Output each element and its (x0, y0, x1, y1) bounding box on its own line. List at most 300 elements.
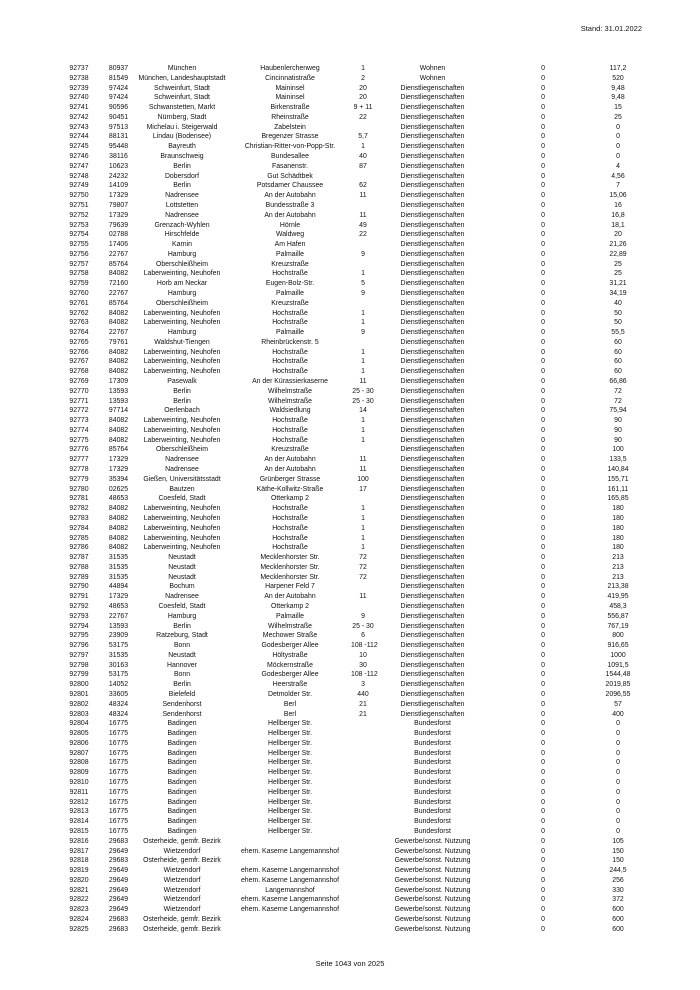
cell-wert1: 0 (541, 642, 545, 650)
table-row (56, 719, 640, 729)
cell-strasse: Hochstraße (272, 505, 308, 513)
cell-nutzung: Bundesforst (414, 818, 451, 826)
cell-nutzung: Dienstliegenschaften (400, 133, 465, 141)
table-row (56, 172, 640, 182)
cell-hausnummer (351, 905, 375, 915)
cell-id: 92816 (69, 837, 89, 845)
cell-wert2: 213,38 (607, 583, 629, 591)
cell-plz: 17329 (108, 211, 129, 219)
cell-id: 92787 (69, 554, 89, 562)
cell-wert1: 0 (541, 671, 545, 679)
table-row (56, 778, 640, 788)
cell-strasse: Hellberger Str. (267, 827, 313, 835)
table-row (56, 856, 640, 866)
cell-ort: Osterheide, gemfr. Bezirk (143, 837, 221, 845)
cell-wert2: 0 (616, 133, 620, 141)
cell-plz: 16775 (108, 818, 129, 826)
table-row (56, 582, 640, 592)
cell-id: 92800 (69, 681, 89, 689)
table-row (56, 543, 640, 553)
cell-hausnummer: 20 (359, 84, 367, 92)
cell-ort: Badingen (167, 749, 197, 757)
table-row (56, 328, 640, 338)
table-row (56, 269, 640, 279)
cell-wert2: 105 (612, 837, 624, 845)
cell-id: 92795 (69, 632, 89, 640)
cell-ort: Bonn (173, 642, 191, 650)
cell-ort: Berlin (173, 182, 191, 190)
cell-strasse: Maininsel (275, 84, 305, 92)
cell-hausnummer (351, 866, 375, 876)
cell-nutzung: Gewerbe/sonst. Nutzung (394, 915, 471, 923)
cell-hausnummer (351, 260, 375, 270)
cell-hausnummer (351, 299, 375, 309)
cell-hausnummer (351, 837, 375, 847)
cell-wert1: 0 (541, 446, 545, 454)
cell-id: 92792 (69, 602, 89, 610)
table-row (56, 622, 640, 632)
cell-plz: 22767 (108, 250, 129, 258)
cell-strasse: Hochstraße (272, 417, 308, 425)
cell-plz: 16775 (108, 798, 129, 806)
cell-wert2: 34,19 (609, 289, 627, 297)
cell-wert2: 90 (614, 417, 622, 425)
cell-id: 92738 (69, 74, 89, 82)
cell-strasse: An der Autobahn (264, 466, 316, 474)
cell-strasse: Harpener Feld 7 (265, 583, 315, 591)
cell-id: 92771 (69, 397, 89, 405)
table-row (56, 240, 640, 250)
cell-hausnummer (351, 778, 375, 788)
cell-id: 92813 (69, 808, 89, 816)
cell-nutzung: Dienstliegenschaften (400, 260, 465, 268)
table-row (56, 201, 640, 211)
cell-wert2: 0 (616, 808, 620, 816)
cell-ort: Badingen (167, 779, 197, 787)
cell-id: 92781 (69, 495, 89, 503)
cell-ort: Lottstetten (165, 201, 199, 209)
cell-wert1: 0 (541, 260, 545, 268)
cell-nutzung: Dienstliegenschaften (400, 358, 465, 366)
cell-id: 92776 (69, 446, 89, 454)
cell-wert2: 916,65 (607, 642, 629, 650)
cell-hausnummer (351, 729, 375, 739)
cell-hausnummer: 22 (359, 113, 367, 121)
table-row (56, 915, 640, 925)
cell-strasse: Bundesstraße 3 (265, 201, 315, 209)
cell-nutzung: Dienstliegenschaften (400, 456, 465, 464)
cell-ort: Schweinfurt, Stadt (154, 84, 210, 92)
cell-hausnummer: 25 - 30 (352, 387, 374, 395)
cell-wert2: 133,5 (609, 456, 627, 464)
cell-strasse: Mecklenhorster Str. (260, 554, 320, 562)
cell-ort: Oerlenbach (164, 407, 200, 415)
table-row (56, 798, 640, 808)
cell-id: 92825 (69, 925, 89, 933)
cell-wert1: 0 (541, 153, 545, 161)
cell-nutzung: Dienstliegenschaften (400, 710, 465, 718)
cell-ort: München (167, 65, 197, 72)
cell-wert1: 0 (541, 280, 545, 288)
table-row (56, 788, 640, 798)
cell-wert2: 50 (614, 319, 622, 327)
cell-ort: Nadrensee (165, 593, 199, 601)
cell-plz: 30163 (108, 661, 129, 669)
cell-strasse: ehem. Kaserne Langemannshof (240, 867, 340, 875)
cell-wert1: 0 (541, 779, 545, 787)
cell-strasse: Hellberger Str. (267, 818, 313, 826)
cell-wert2: 25 (614, 270, 622, 278)
cell-wert1: 0 (541, 348, 545, 356)
cell-nutzung: Dienstliegenschaften (400, 514, 465, 522)
table-row (56, 886, 640, 896)
cell-ort: Nadrensee (165, 456, 199, 464)
cell-plz: 16775 (108, 759, 129, 767)
cell-wert2: 400 (612, 710, 624, 718)
cell-strasse: ehem. Kaserne Langemannshof (240, 876, 340, 884)
cell-nutzung: Dienstliegenschaften (400, 84, 465, 92)
cell-hausnummer: 1 (361, 309, 365, 317)
cell-strasse: Käthe-Kollwitz-Straße (256, 485, 324, 493)
cell-strasse: An der Autobahn (264, 192, 316, 200)
cell-strasse: Rheinstraße (271, 113, 309, 121)
cell-wert2: 0 (616, 739, 620, 747)
cell-wert1: 0 (541, 289, 545, 297)
cell-ort: Sendenhorst (162, 700, 202, 708)
cell-plz: 53175 (108, 642, 129, 650)
cell-wert2: 244,5 (609, 867, 627, 875)
cell-strasse: Berl (283, 700, 297, 708)
table-row (56, 758, 640, 768)
table-row (56, 592, 640, 602)
cell-id: 92804 (69, 720, 89, 728)
cell-plz: 90596 (108, 104, 129, 112)
cell-nutzung: Gewerbe/sonst. Nutzung (394, 857, 471, 865)
cell-ort: Hamburg (167, 612, 197, 620)
cell-hausnummer (351, 338, 375, 348)
cell-nutzung: Dienstliegenschaften (400, 505, 465, 513)
cell-plz: 97714 (108, 407, 129, 415)
table-row (56, 573, 640, 583)
cell-id: 92773 (69, 417, 89, 425)
cell-wert2: 180 (612, 544, 624, 552)
cell-plz: 84082 (108, 534, 129, 542)
cell-ort: Badingen (167, 808, 197, 816)
cell-id: 92789 (69, 573, 89, 581)
cell-ort: Bielefeld (168, 691, 196, 698)
cell-hausnummer: 72 (359, 554, 367, 562)
cell-id: 92783 (69, 514, 89, 522)
cell-nutzung: Bundesforst (414, 769, 451, 777)
cell-wert1: 0 (541, 378, 545, 385)
cell-strasse: Hörnle (279, 221, 301, 229)
table-row (56, 925, 640, 935)
cell-hausnummer: 49 (359, 221, 367, 229)
cell-hausnummer: 6 (361, 632, 365, 640)
cell-plz: 85764 (108, 299, 129, 307)
table-row (56, 406, 640, 416)
cell-wert1: 0 (541, 583, 545, 591)
cell-hausnummer: 1 (361, 65, 365, 72)
cell-wert2: 161,11 (607, 485, 629, 493)
cell-wert1: 0 (541, 759, 545, 767)
cell-wert2: 0 (616, 779, 620, 787)
cell-nutzung: Bundesforst (414, 720, 451, 728)
cell-nutzung: Gewerbe/sonst. Nutzung (394, 867, 471, 875)
cell-wert2: 1000 (610, 651, 626, 659)
cell-ort: Hamburg (167, 250, 197, 258)
cell-nutzung: Gewerbe/sonst. Nutzung (394, 906, 471, 914)
table-row (56, 93, 640, 103)
cell-nutzung: Dienstliegenschaften (400, 602, 465, 610)
cell-ort: Badingen (167, 769, 197, 777)
cell-plz: 79639 (108, 221, 129, 229)
table-row (56, 602, 640, 612)
cell-nutzung: Dienstliegenschaften (400, 436, 465, 444)
cell-wert2: 458,3 (609, 602, 627, 610)
cell-strasse: Detmolder Str. (267, 691, 313, 698)
cell-id: 92803 (69, 710, 89, 718)
cell-wert1: 0 (541, 925, 545, 933)
table-row (56, 142, 640, 152)
cell-ort: München, Landeshauptstadt (138, 74, 226, 82)
cell-ort: Badingen (167, 827, 197, 835)
cell-hausnummer: 1 (361, 524, 365, 532)
cell-hausnummer (351, 886, 375, 896)
cell-ort: Laberweinting, Neuhofen (143, 348, 221, 356)
cell-id: 92749 (69, 182, 89, 190)
cell-ort: Osterheide, gemfr. Bezirk (143, 857, 221, 865)
cell-wert2: 100 (612, 446, 624, 454)
cell-wert1: 0 (541, 172, 545, 180)
cell-wert2: 155,71 (607, 475, 629, 483)
cell-wert2: 600 (612, 906, 624, 914)
cell-id: 92770 (69, 387, 89, 395)
cell-wert1: 0 (541, 299, 545, 307)
cell-plz: 31535 (108, 573, 129, 581)
cell-strasse: Hellberger Str. (267, 759, 313, 767)
cell-nutzung: Dienstliegenschaften (400, 231, 465, 239)
cell-wert2: 1544,48 (605, 671, 631, 679)
cell-plz: 16775 (108, 749, 129, 757)
table-row (56, 230, 640, 240)
cell-wert1: 0 (541, 867, 545, 875)
cell-hausnummer: 9 (361, 250, 365, 258)
cell-nutzung: Dienstliegenschaften (400, 573, 465, 581)
table-row (56, 103, 640, 113)
cell-nutzung: Dienstliegenschaften (400, 250, 465, 258)
cell-hausnummer (351, 895, 375, 905)
cell-ort: Wietzendorf (163, 896, 201, 904)
cell-wert2: 57 (614, 700, 622, 708)
table-row (56, 768, 640, 778)
cell-ort: Osterheide, gemfr. Bezirk (143, 925, 221, 933)
table-row (56, 504, 640, 514)
cell-ort: Laberweinting, Neuhofen (143, 505, 221, 513)
cell-wert2: 0 (616, 143, 620, 151)
cell-id: 92812 (69, 798, 89, 806)
cell-id: 92757 (69, 260, 89, 268)
cell-wert1: 0 (541, 250, 545, 258)
cell-ort: Horb am Neckar (156, 280, 208, 288)
cell-wert1: 0 (541, 338, 545, 346)
cell-strasse: Hellberger Str. (267, 720, 313, 728)
cell-strasse: Waldsiedlung (269, 407, 311, 415)
table-row (56, 152, 640, 162)
cell-hausnummer: 9 (361, 612, 365, 620)
cell-wert1: 0 (541, 329, 545, 337)
cell-wert1: 0 (541, 485, 545, 493)
cell-wert1: 0 (541, 84, 545, 92)
cell-plz: 35394 (108, 475, 129, 483)
cell-strasse: An der Autobahn (264, 593, 316, 601)
cell-id: 92764 (69, 329, 89, 337)
cell-strasse: Hochstraße (272, 348, 308, 356)
table-row (56, 357, 640, 367)
cell-wert1: 0 (541, 505, 545, 513)
cell-id: 92779 (69, 475, 89, 483)
table-row (56, 651, 640, 661)
table-row (56, 807, 640, 817)
cell-wert1: 0 (541, 514, 545, 522)
cell-strasse: Kreuzstraße (271, 446, 309, 454)
table-row (56, 710, 640, 720)
cell-id: 92788 (69, 563, 89, 571)
cell-wert1: 0 (541, 886, 545, 894)
table-row (56, 553, 640, 563)
cell-wert2: 2096,55 (605, 691, 631, 698)
cell-hausnummer: 40 (359, 153, 367, 161)
table-row (56, 162, 640, 172)
cell-wert1: 0 (541, 143, 545, 151)
table-row (56, 612, 640, 622)
table-row (56, 74, 640, 84)
cell-wert1: 0 (541, 162, 545, 170)
cell-hausnummer (351, 798, 375, 808)
cell-ort: Schweinfurt, Stadt (154, 94, 210, 102)
table-row (56, 416, 640, 426)
cell-ort: Dobersdorf (164, 172, 200, 180)
cell-wert1: 0 (541, 270, 545, 278)
table-row (56, 113, 640, 123)
cell-nutzung: Dienstliegenschaften (400, 700, 465, 708)
cell-wert1: 0 (541, 74, 545, 82)
cell-nutzung: Dienstliegenschaften (400, 162, 465, 170)
cell-ort: Laberweinting, Neuhofen (143, 368, 221, 376)
cell-ort: Laberweinting, Neuhofen (143, 544, 221, 552)
cell-strasse: An der Autobahn (264, 456, 316, 464)
cell-wert2: 180 (612, 534, 624, 542)
cell-wert2: 150 (612, 847, 624, 855)
cell-hausnummer (351, 123, 375, 133)
cell-id: 92806 (69, 739, 89, 747)
cell-plz: 84082 (108, 436, 129, 444)
cell-plz: 22767 (108, 289, 129, 297)
cell-wert1: 0 (541, 749, 545, 757)
cell-id: 92772 (69, 407, 89, 415)
cell-wert1: 0 (541, 133, 545, 141)
cell-nutzung: Dienstliegenschaften (400, 143, 465, 151)
cell-hausnummer: 1 (361, 544, 365, 552)
cell-nutzung: Gewerbe/sonst. Nutzung (394, 896, 471, 904)
cell-id: 92774 (69, 426, 89, 434)
cell-plz: 85764 (108, 260, 129, 268)
cell-ort: Karnin (172, 241, 192, 249)
cell-ort: Wietzendorf (163, 906, 201, 914)
cell-strasse: Hellberger Str. (267, 739, 313, 747)
cell-nutzung: Dienstliegenschaften (400, 299, 465, 307)
cell-plz: 48653 (108, 495, 129, 503)
cell-ort: Wietzendorf (163, 876, 201, 884)
cell-wert1: 0 (541, 788, 545, 796)
cell-wert1: 0 (541, 544, 545, 552)
cell-strasse: Bundesallee (271, 153, 309, 161)
cell-nutzung: Dienstliegenschaften (400, 681, 465, 689)
cell-nutzung: Dienstliegenschaften (400, 289, 465, 297)
cell-wert1: 0 (541, 495, 545, 503)
cell-plz: 79807 (108, 201, 129, 209)
table-row (56, 465, 640, 475)
cell-strasse: Kreuzstraße (271, 260, 309, 268)
cell-id: 92810 (69, 779, 89, 787)
cell-nutzung: Dienstliegenschaften (400, 280, 465, 288)
cell-nutzung: Dienstliegenschaften (400, 661, 465, 669)
cell-hausnummer: 9 + 11 (353, 104, 373, 112)
cell-plz: 97424 (108, 84, 129, 92)
cell-plz: 48653 (108, 602, 129, 610)
cell-hausnummer: 1 (361, 534, 365, 542)
cell-strasse (229, 915, 351, 925)
table-row (56, 221, 640, 231)
cell-id: 92747 (69, 162, 89, 170)
cell-wert2: 0 (616, 827, 620, 835)
cell-hausnummer: 25 - 30 (352, 397, 374, 405)
cell-strasse: Hellberger Str. (267, 749, 313, 757)
cell-plz: 22767 (108, 612, 129, 620)
cell-wert1: 0 (541, 896, 545, 904)
cell-nutzung: Dienstliegenschaften (400, 583, 465, 591)
cell-strasse: Möckernstraße (267, 661, 313, 669)
cell-wert1: 0 (541, 426, 545, 434)
cell-wert2: 90 (614, 436, 622, 444)
cell-plz: 02788 (108, 231, 129, 239)
cell-plz: 84082 (108, 417, 129, 425)
cell-nutzung: Dienstliegenschaften (400, 309, 465, 317)
cell-ort: Hamburg (167, 289, 197, 297)
cell-id: 92759 (69, 280, 89, 288)
cell-strasse: Hellberger Str. (267, 808, 313, 816)
cell-plz: 81549 (108, 74, 129, 82)
cell-strasse: An der Kürassierkaserne (252, 378, 328, 385)
table-row (56, 260, 640, 270)
cell-plz: 23909 (108, 632, 129, 640)
cell-hausnummer: 1 (361, 436, 365, 444)
cell-strasse: Godesberger Allee (261, 671, 319, 679)
cell-ort: Braunschweig (160, 153, 204, 161)
cell-plz: 48324 (108, 700, 129, 708)
cell-nutzung: Dienstliegenschaften (400, 270, 465, 278)
cell-plz: 84082 (108, 514, 129, 522)
cell-nutzung: Gewerbe/sonst. Nutzung (394, 837, 471, 845)
cell-nutzung: Dienstliegenschaften (400, 524, 465, 532)
cell-nutzung: Dienstliegenschaften (400, 417, 465, 425)
cell-nutzung: Bundesforst (414, 779, 451, 787)
cell-nutzung: Wohnen (419, 74, 446, 82)
cell-strasse: Hochstraße (272, 358, 308, 366)
cell-id: 92782 (69, 505, 89, 513)
cell-nutzung: Dienstliegenschaften (400, 485, 465, 493)
cell-id: 92807 (69, 749, 89, 757)
